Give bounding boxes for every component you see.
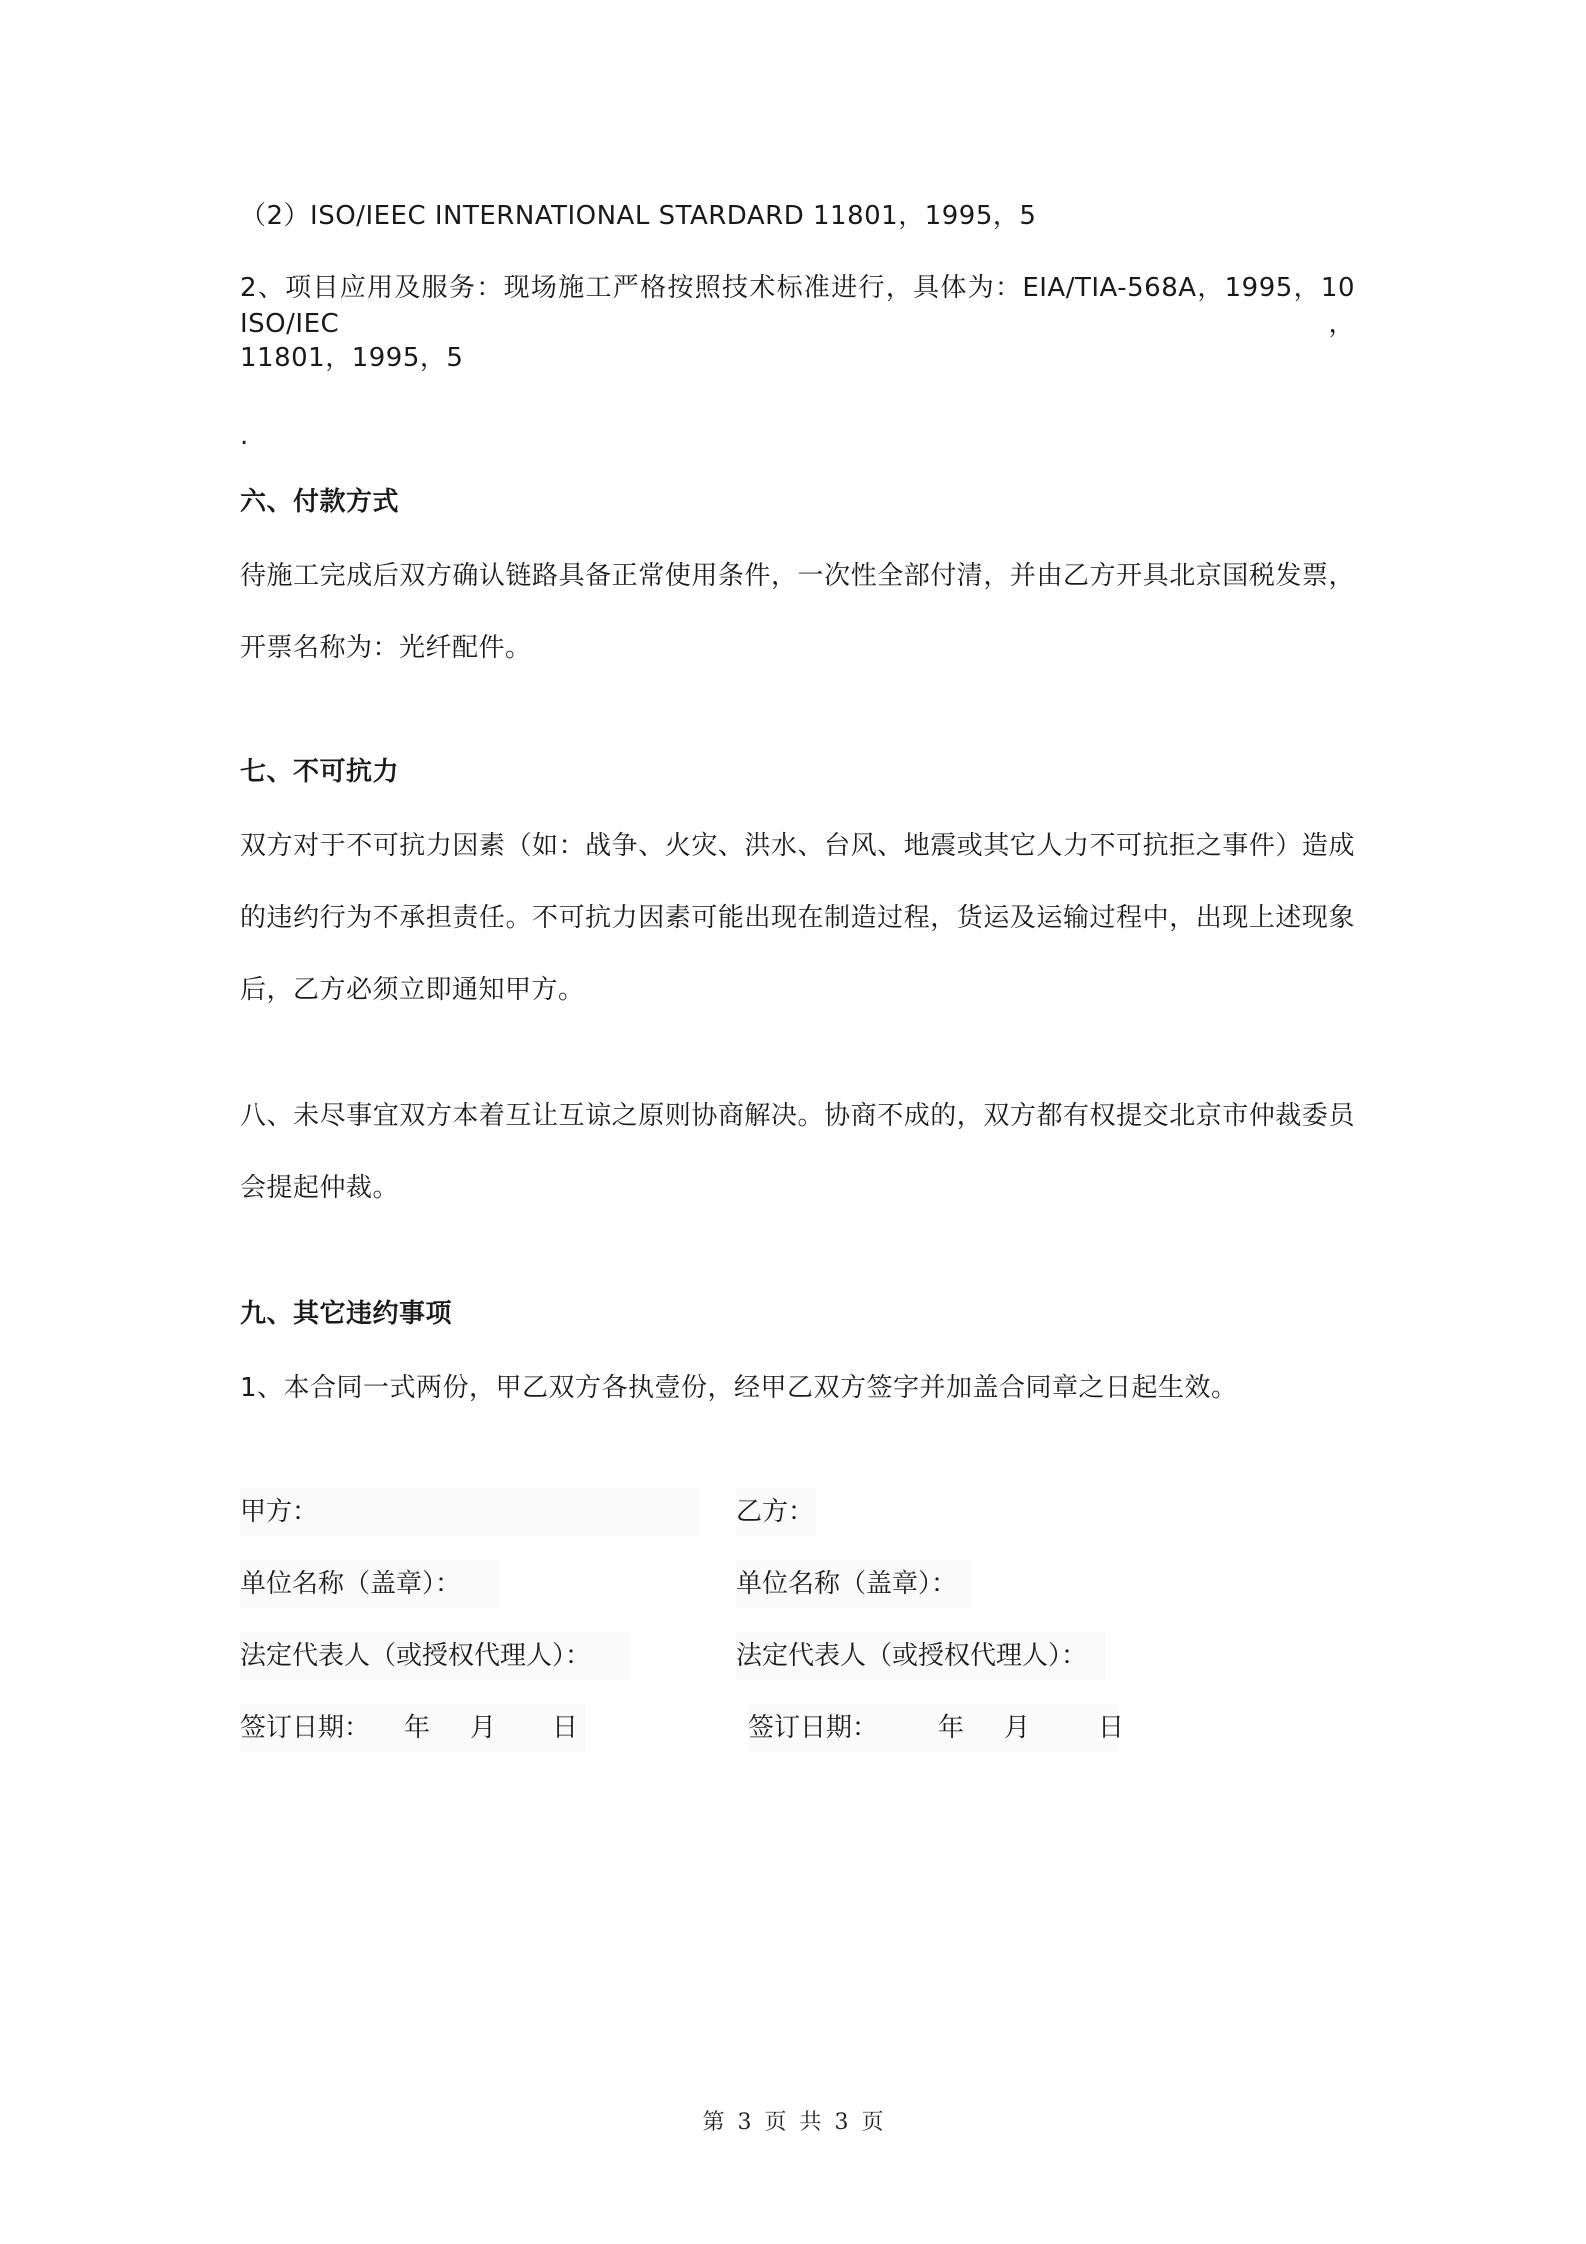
- signature-row-party: [240, 1488, 1355, 1536]
- signature-row-date: [240, 1704, 1355, 1752]
- section6-line-1: 待施工完成后双方确认链路具备正常使用条件，一次性全部付清，并由乙方开具北京国税发票，: [240, 561, 1355, 591]
- party-a-date-month: 月: [470, 1713, 497, 1743]
- party-a-label: 甲方：: [240, 1488, 700, 1536]
- party-a-date: [240, 1704, 585, 1752]
- section8-line-1: 八、未尽事宜双方本着互让互谅之原则协商解决。协商不成的，双方都有权提交北京市仲裁委员: [240, 1101, 1355, 1131]
- signature-row-unit: [240, 1560, 1355, 1608]
- section7-heading: 七、不可抗力: [240, 757, 400, 787]
- section9-item-1: 1、本合同一式两份，甲乙双方各执壹份，经甲乙双方签字并加盖合同章之日起生效。: [240, 1373, 1238, 1403]
- party-a-date-label: 签订日期：: [240, 1713, 371, 1743]
- section8-line-2: 会提起仲裁。: [240, 1173, 400, 1203]
- page-footer: 第 3 页 共 3 页: [702, 2110, 884, 2135]
- party-b-rep-label: 法定代表人（或授权代理人）：: [736, 1632, 1106, 1680]
- party-b-date-month: 月: [1004, 1713, 1031, 1743]
- section7-line-3: 后，乙方必须立即通知甲方。: [240, 975, 585, 1005]
- party-a-unit-label: 单位名称（盖章）：: [240, 1560, 500, 1608]
- party-a-date-day: 日: [552, 1713, 579, 1743]
- service-line-2: 11801，1995，5: [240, 343, 464, 373]
- party-a-date-year: 年: [404, 1713, 431, 1743]
- party-b-date-year: 年: [938, 1713, 965, 1743]
- section7-line-2: 的违约行为不承担责任。不可抗力因素可能出现在制造过程，货运及运输过程中，出现上述现象: [240, 903, 1355, 933]
- section6-line-2: 开票名称为：光纤配件。: [240, 633, 532, 663]
- signature-row-representative: [240, 1632, 1355, 1680]
- stray-dot: .: [240, 421, 249, 451]
- standard-item-2: （2）ISO/IEEC INTERNATIONAL STARDARD 11801，1995，5: [240, 201, 1037, 231]
- service-line-1: 2、项目应用及服务：现场施工严格按照技术标准进行，具体为：EIA/TIA-568A，1995，10 ISO/IEC，: [240, 273, 1355, 339]
- party-a-rep-label: 法定代表人（或授权代理人）：: [240, 1632, 630, 1680]
- section6-heading: 六、付款方式: [240, 487, 400, 517]
- party-b-date-label: 签订日期：: [748, 1713, 879, 1743]
- section9-heading: 九、其它违约事项: [240, 1299, 453, 1329]
- party-b-unit-label: 单位名称（盖章）：: [736, 1560, 972, 1608]
- party-b-date-day: 日: [1098, 1713, 1125, 1743]
- section7-line-1: 双方对于不可抗力因素（如：战争、火灾、洪水、台风、地震或其它人力不可抗拒之事件）造成: [240, 831, 1355, 861]
- party-b-label: 乙方：: [736, 1488, 816, 1536]
- party-b-date: [748, 1704, 1125, 1752]
